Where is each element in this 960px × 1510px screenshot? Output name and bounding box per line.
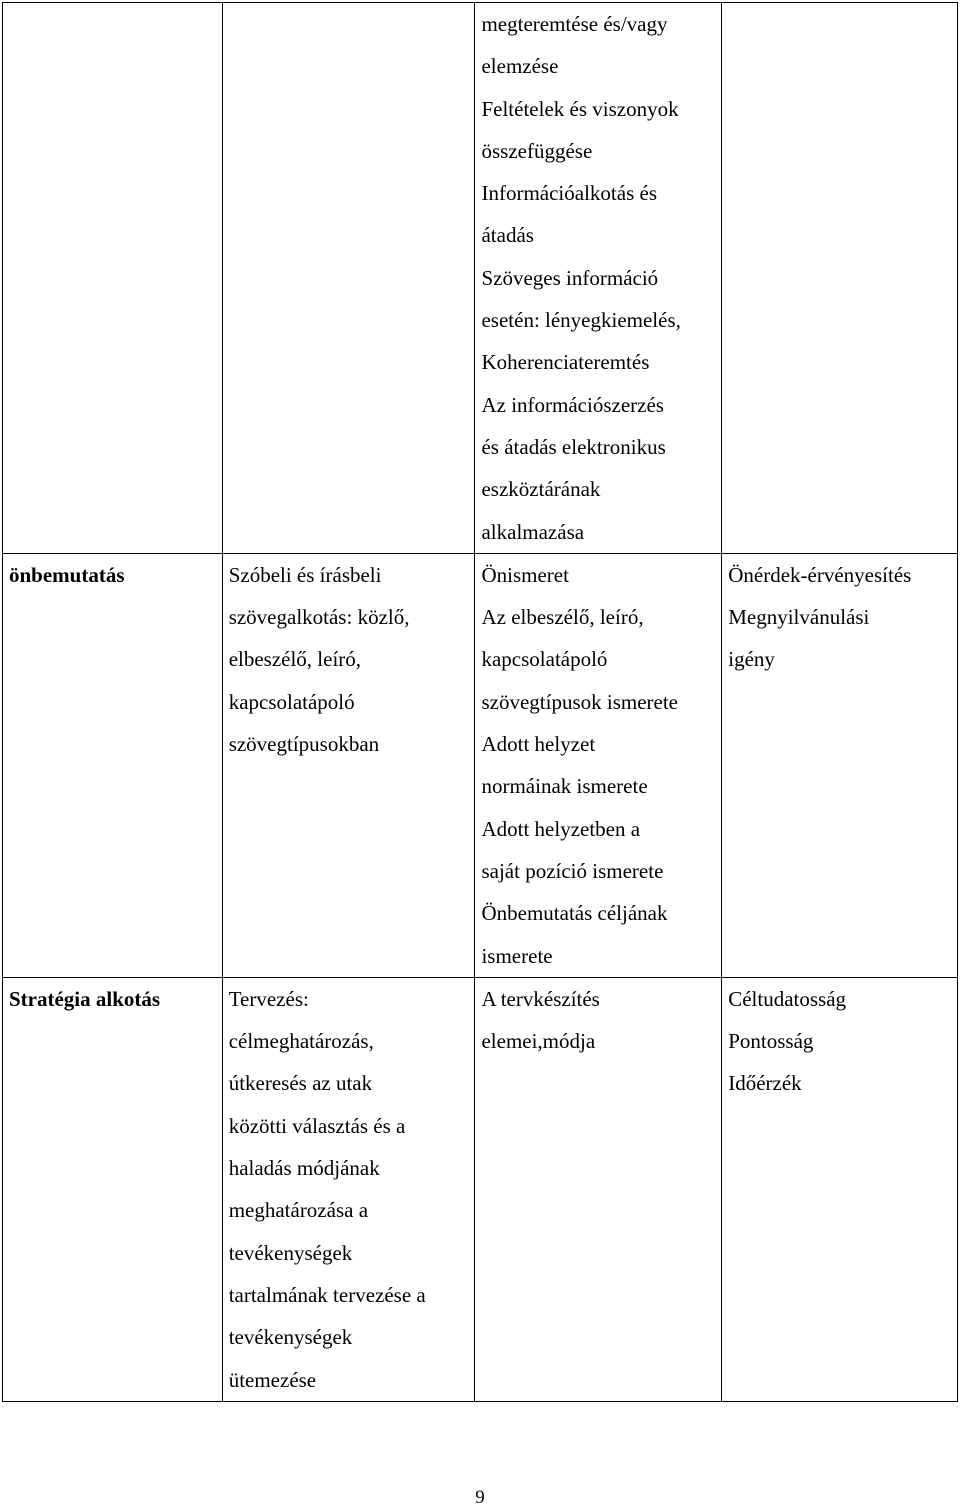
table-row xyxy=(3,553,958,977)
table-row xyxy=(3,977,958,1401)
cell-text-line: útkeresés az utak xyxy=(228,1071,373,1096)
cell-text-line: elemzése xyxy=(481,54,559,79)
cell-text-line: Szóbeli és írásbeli xyxy=(228,562,382,587)
table-cell-topic xyxy=(3,3,223,554)
table-cell-knowledge xyxy=(475,553,722,977)
table-cell-activity xyxy=(222,553,475,977)
cell-text-line: normáinak ismerete xyxy=(481,774,648,799)
competency-table xyxy=(2,2,958,1402)
cell-text-line: igény xyxy=(728,647,775,672)
table-cell-activity xyxy=(222,3,475,554)
cell-text-line: Feltételek és viszonyok xyxy=(481,96,679,121)
cell-text-line: Megnyilvánulási xyxy=(728,605,870,630)
table-cell-activity xyxy=(222,977,475,1401)
cell-text-line: Az információszerzés xyxy=(481,392,664,417)
cell-text-line: eszköztárának xyxy=(481,477,601,502)
cell-text-line: saját pozíció ismerete xyxy=(481,858,664,883)
cell-text-line: átadás xyxy=(481,223,534,248)
cell-text-line: és átadás elektronikus xyxy=(481,434,666,459)
cell-text-line: A tervkészítés xyxy=(481,986,600,1011)
cell-text-line: Adott helyzet xyxy=(481,732,596,757)
table-cell-knowledge xyxy=(475,977,722,1401)
cell-text-line: Céltudatosság xyxy=(728,986,847,1011)
cell-text-line: Pontosság xyxy=(728,1029,814,1054)
table-cell-attitude xyxy=(722,553,958,977)
page-number: 9 xyxy=(475,1487,485,1508)
cell-text-line: Stratégia alkotás xyxy=(9,986,161,1011)
cell-text-line: haladás módjának xyxy=(228,1156,380,1181)
cell-text-line: esetén: lényegkiemelés, xyxy=(481,308,681,333)
cell-text-line: ütemezése xyxy=(228,1367,317,1392)
cell-text-line: Koherenciateremtés xyxy=(481,350,650,375)
cell-text-line: Szöveges információ xyxy=(481,265,659,290)
table-row xyxy=(3,3,958,554)
cell-text-line: szövegtípusok ismerete xyxy=(481,689,679,714)
table-cell-knowledge xyxy=(475,3,722,554)
cell-text-line: Önismeret xyxy=(481,562,569,587)
cell-text-line: Önbemutatás céljának xyxy=(481,901,668,926)
table-cell-topic xyxy=(3,553,223,977)
cell-text-line: összefüggése xyxy=(481,138,593,163)
cell-text-line: ismerete xyxy=(481,943,553,968)
cell-text-line: önbemutatás xyxy=(9,562,125,587)
table-cell-attitude xyxy=(722,977,958,1401)
cell-text-line: alkalmazása xyxy=(481,519,585,544)
cell-text-line: elbeszélő, leíró, xyxy=(228,647,362,672)
cell-text-line: Tervezés: xyxy=(228,986,309,1011)
cell-text-line: Adott helyzetben a xyxy=(481,816,641,841)
cell-text-line: Információalkotás és xyxy=(481,181,657,206)
table-cell-attitude xyxy=(722,3,958,554)
cell-text-line: megteremtése és/vagy xyxy=(481,12,668,36)
cell-text-line: Önérdek-érvényesítés xyxy=(728,562,912,587)
cell-text-line: tartalmának tervezése a xyxy=(228,1282,426,1307)
table-cell-topic xyxy=(3,977,223,1401)
cell-text-line: közötti választás és a xyxy=(228,1113,406,1138)
cell-text-line: kapcsolatápoló xyxy=(481,647,608,672)
cell-text-line: célmeghatározás, xyxy=(228,1029,374,1054)
cell-text-line: szövegtípusokban xyxy=(228,732,380,757)
cell-text-line: szövegalkotás: közlő, xyxy=(228,605,410,630)
cell-text-line: elemei,módja xyxy=(481,1029,596,1054)
cell-text-line: tevékenységek xyxy=(228,1240,353,1265)
cell-text-line: Az elbeszélő, leíró, xyxy=(481,605,644,630)
cell-text-line: tevékenységek xyxy=(228,1325,353,1350)
cell-text-line: Időérzék xyxy=(728,1071,802,1096)
cell-text-line: kapcsolatápoló xyxy=(228,689,355,714)
cell-text-line: meghatározása a xyxy=(228,1198,369,1223)
